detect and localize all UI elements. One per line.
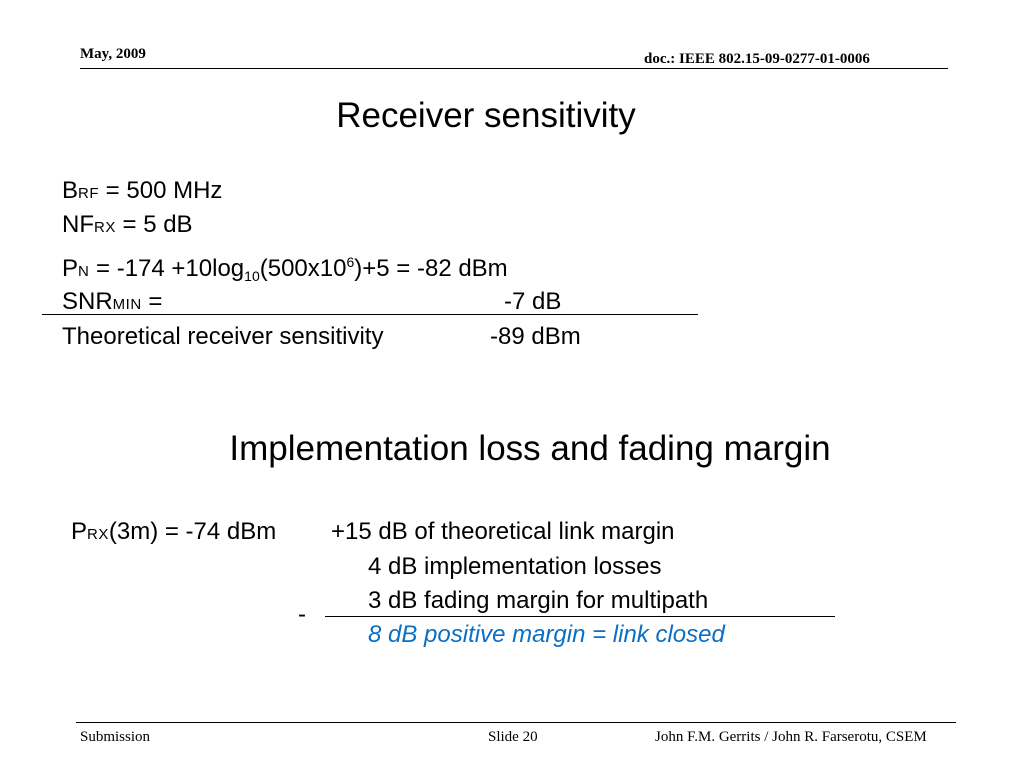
sum-rule-1 bbox=[42, 314, 698, 315]
margin-item-2: 4 dB implementation losses bbox=[368, 553, 662, 580]
margin-item-3: 3 dB fading margin for multipath bbox=[368, 587, 709, 614]
header-date: May, 2009 bbox=[80, 46, 146, 62]
footer-rule bbox=[76, 722, 956, 723]
prx-var: P bbox=[71, 518, 88, 545]
theoretical-label: Theoretical receiver sensitivity bbox=[62, 323, 384, 350]
header-doc-id: doc.: IEEE 802.15-09-0277-01-0006 bbox=[644, 51, 870, 67]
prx-line bbox=[71, 518, 276, 546]
nfrx-expr: = 5 dB bbox=[115, 211, 193, 238]
section-title: Implementation loss and fading margin bbox=[229, 429, 831, 468]
snr-expr: = bbox=[141, 288, 163, 315]
prx-sub: RX bbox=[87, 526, 109, 543]
pn-sub: N bbox=[78, 263, 90, 280]
snr-var: SNR bbox=[62, 288, 113, 315]
theoretical-value: -89 dBm bbox=[490, 323, 581, 350]
footer-authors: John F.M. Gerrits / John R. Farserotu, CSEM bbox=[655, 729, 927, 745]
nfrx-line bbox=[62, 211, 193, 239]
nfrx-sub: RX bbox=[94, 219, 116, 236]
slide-title: Receiver sensitivity bbox=[336, 96, 636, 135]
snr-line bbox=[62, 288, 162, 316]
pn-expr-b: (500x10 bbox=[259, 255, 347, 282]
brf-sub: RF bbox=[78, 185, 100, 202]
snr-sub: MIN bbox=[112, 296, 142, 313]
brf-expr: = 500 MHz bbox=[99, 177, 223, 204]
snr-value: -7 dB bbox=[504, 288, 562, 315]
footer-slide-number: Slide 20 bbox=[488, 729, 538, 745]
prx-expr: (3m) = -74 dBm bbox=[108, 518, 277, 545]
brf-var: B bbox=[62, 177, 79, 204]
pn-var: P bbox=[62, 255, 79, 282]
footer-submission: Submission bbox=[80, 729, 151, 745]
sum-rule-2 bbox=[325, 616, 835, 617]
brf-line bbox=[62, 177, 222, 205]
margin-result: 8 dB positive margin = link closed bbox=[368, 621, 725, 648]
nfrx-var: NF bbox=[62, 211, 94, 238]
pn-expr-a: = -174 +10log bbox=[89, 255, 245, 282]
header-rule bbox=[80, 68, 948, 69]
pn-exponent: 6 bbox=[346, 254, 355, 270]
pn-expr-c: )+5 = -82 dBm bbox=[354, 255, 508, 282]
margin-item-1: +15 dB of theoretical link margin bbox=[331, 518, 675, 545]
pn-log-base: 10 bbox=[244, 268, 260, 284]
minus-sign: - bbox=[298, 601, 306, 628]
pn-line bbox=[62, 254, 508, 284]
